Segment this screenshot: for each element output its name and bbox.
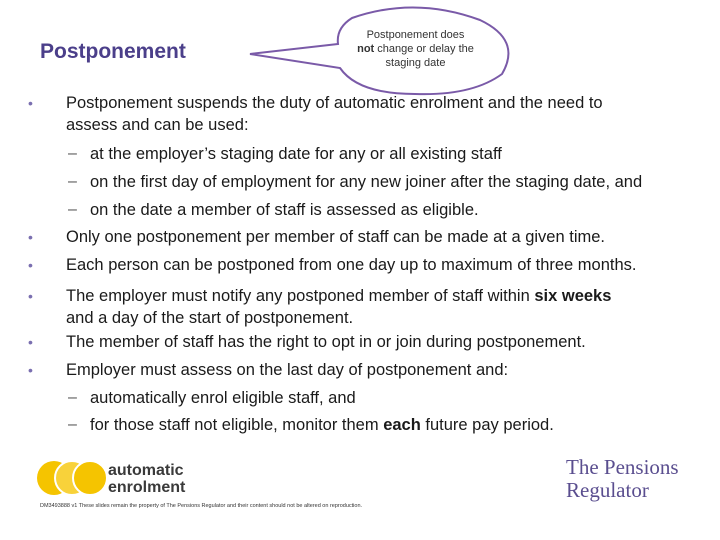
automatic-enrolment-logo-text [108, 462, 185, 496]
bullet-1-line-1: Postponement suspends the duty of automatic enrolment and the need to [66, 94, 603, 112]
sub-bullet-5 [90, 414, 554, 436]
sub-bullet-5-bold: each [383, 416, 421, 434]
ae-line2: enrolment [108, 479, 186, 496]
callout-line2 [343, 42, 488, 56]
bullet-3: Each person can be postponed from one day up to maximum of three months. [66, 256, 637, 274]
slide-title: Postponement [40, 40, 186, 63]
sub-bullet-4: automatically enrol eligible staff, and [90, 389, 356, 407]
bullet-5: The member of staff has the right to opt in or join during postponement. [66, 333, 586, 351]
tpr-line2: Regulator [566, 478, 649, 502]
sub-bullet-5-text: for those staff not eligible, monitor them [90, 416, 384, 434]
bullet-marker: • [28, 229, 33, 245]
callout-line1: Postponement does [366, 29, 465, 41]
callout-line2-rest: change or delay the [374, 43, 474, 55]
dash-marker: – [68, 145, 77, 162]
bullet-4-line-2: and a day of the start of postponement. [66, 309, 354, 327]
ae-line1: automatic [108, 462, 184, 479]
bullet-4-bold: six weeks [534, 287, 612, 305]
pensions-regulator-logo [566, 456, 679, 502]
callout-text [343, 28, 488, 70]
footer-disclaimer: DM3493888 v1 These slides remain the property of The Pensions Regulator and their content should not be altered on reproduction. [40, 503, 363, 509]
bullet-marker: • [28, 334, 33, 350]
dash-marker: – [68, 201, 77, 218]
callout-emphasis: not [357, 43, 375, 55]
tpr-line1: The Pensions [566, 455, 679, 479]
bullet-marker: • [28, 95, 33, 111]
bullet-2: Only one postponement per member of staff can be made at a given time. [66, 228, 605, 246]
automatic-enrolment-logo-icon [36, 458, 108, 498]
sub-bullet-1: at the employer’s staging date for any or all existing staff [90, 145, 502, 163]
bullet-marker: • [28, 362, 33, 378]
sub-bullet-3: on the date a member of staff is assessed as eligible. [90, 201, 479, 219]
bullet-4-text: The employer must notify any postponed member of staff within [66, 287, 535, 305]
dash-marker: – [68, 416, 77, 433]
dash-marker: – [68, 173, 77, 190]
bullet-1-line-2: assess and can be used: [66, 116, 249, 134]
bullet-marker: • [28, 257, 33, 273]
callout-line3: staging date [385, 57, 446, 69]
sub-bullet-5-end: future pay period. [420, 416, 554, 434]
bullet-marker: • [28, 288, 33, 304]
sub-bullet-2: on the first day of employment for any new joiner after the staging date, and [90, 173, 643, 191]
bullet-4-line-1 [66, 285, 611, 307]
dash-marker: – [68, 389, 77, 406]
bullet-6: Employer must assess on the last day of postponement and: [66, 361, 509, 379]
